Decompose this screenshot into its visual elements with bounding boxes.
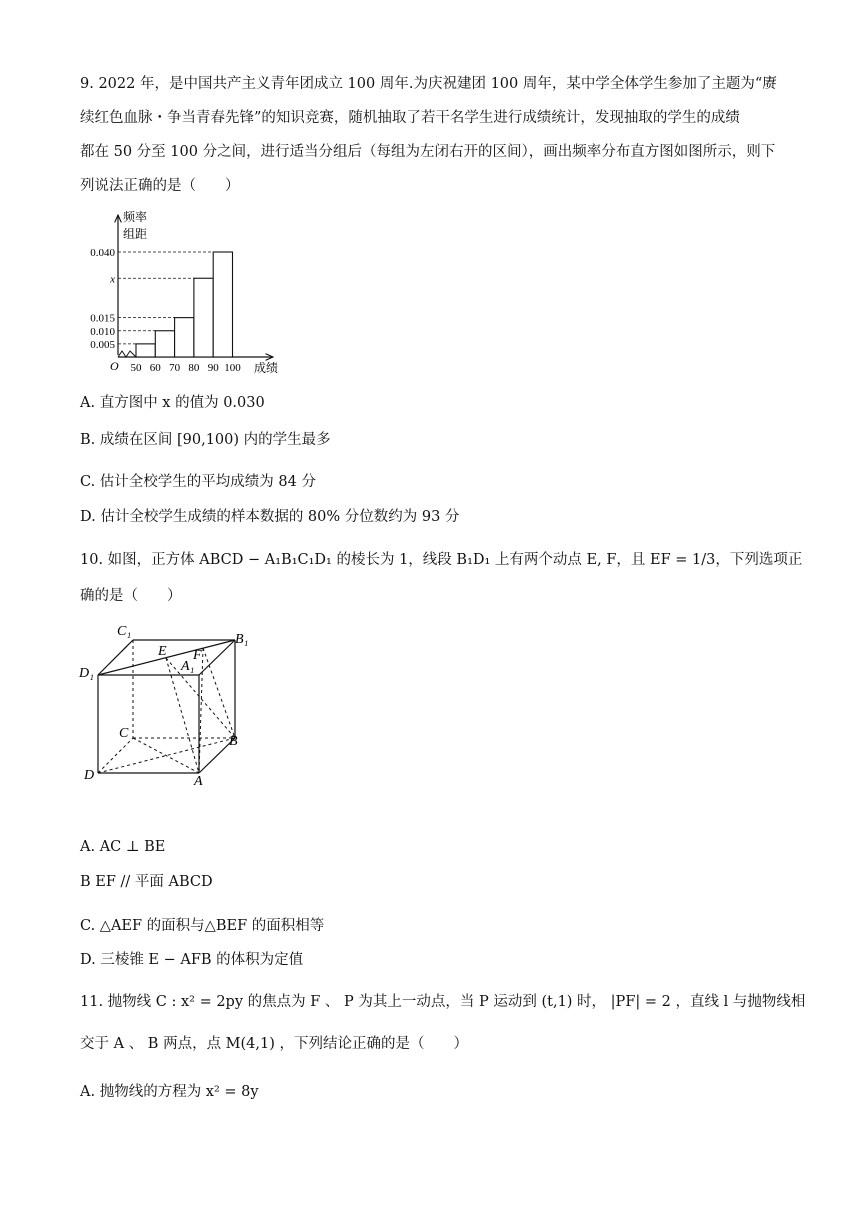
q9-line-2: 续红色血脉・争当青春先锋”的知识竞赛，随机抽取了若干名学生进行成绩统计，发现抽取的学生的成绩 (80, 110, 740, 126)
label-b1: B₁ (235, 632, 249, 647)
q9-option-c: C. 估计全校学生的平均成绩为 84 分 (80, 474, 316, 490)
label-c: C (119, 726, 129, 741)
axis-break (118, 351, 136, 357)
label-d: D (84, 768, 95, 783)
y-axis-label-bottom: 组距 (123, 227, 148, 241)
q10-option-d: D. 三棱锥 E − AFB 的体积为定值 (80, 952, 304, 968)
label-e: E (158, 644, 167, 659)
q9-line-4: 列说法正确的是（ ） (80, 178, 240, 194)
label-d1: D₁ (79, 666, 94, 681)
y-axis-label-top: 频率 (123, 210, 148, 224)
q9-line-3: 都在 50 分至 100 分之间，进行适当分组后（每组为左闭右开的区间），画出频率分布直方图如图所示，则下 (80, 144, 776, 160)
q10-option-c: C. △AEF 的面积与△BEF 的面积相等 (80, 918, 325, 934)
y-tick-label: 0.040 (90, 247, 115, 259)
cube-figure (75, 615, 265, 795)
q9-option-b: B. 成绩在区间 [90,100) 内的学生最多 (80, 432, 331, 448)
label-b: B (229, 734, 238, 749)
x-tick-label: 100 (224, 362, 241, 374)
histogram-bar (213, 252, 232, 357)
x-axis-label: 成绩 (254, 361, 279, 375)
x-tick-label: 50 (130, 362, 142, 374)
label-c1: C₁ (117, 624, 132, 639)
y-tick-label: x (110, 273, 115, 286)
histogram-bar (194, 278, 213, 357)
label-a: A (194, 774, 203, 789)
x-tick-label: 80 (188, 362, 200, 374)
q10-line-2: 确的是（ ） (80, 588, 182, 604)
histogram-bar (175, 318, 194, 357)
histogram-bar (136, 344, 155, 357)
q10-option-a: A. AC ⊥ BE (80, 839, 166, 855)
q9-option-a: A. 直方图中 x 的值为 0.030 (80, 395, 265, 411)
q9-option-d: D. 估计全校学生成绩的样本数据的 80% 分位数约为 93 分 (80, 509, 460, 525)
x-tick-label: 90 (207, 362, 219, 374)
q11-option-a: A. 抛物线的方程为 x² = 8y (80, 1084, 259, 1100)
histogram-chart (78, 205, 288, 380)
label-f: F (193, 648, 202, 663)
q11-line-1: 11. 抛物线 C : x² = 2py 的焦点为 F 、 P 为其上一动点，当 P 运动到 (t,1) 时， |PF| = 2 ，直线 l 与抛物线相 (80, 994, 806, 1010)
q10-option-b: B EF // 平面 ABCD (80, 874, 213, 890)
x-tick-label: 60 (149, 362, 161, 374)
q11-line-2: 交于 A 、 B 两点，点 M(4,1) ，下列结论正确的是（ ） (80, 1036, 469, 1052)
q9-line-1: 9. 2022 年，是中国共产主义青年团成立 100 周年.为庆祝建团 100 周年，某中学全体学生参加了主题为“赓 (80, 76, 777, 92)
x-tick-label: 70 (169, 362, 181, 374)
y-tick-label: 0.005 (90, 338, 115, 351)
q10-line-1: 10. 如图，正方体 ABCD − A₁B₁C₁D₁ 的棱长为 1，线段 B₁D₁ 上有两个动点 E, F，且 EF = 1/3，下列选项正 (80, 552, 803, 568)
y-tick-label: 0.015 (90, 312, 115, 325)
origin-label: O (110, 359, 119, 373)
y-tick-label: 0.010 (90, 325, 115, 338)
label-a1: A₁ (181, 659, 195, 674)
histogram-bar (155, 331, 174, 357)
